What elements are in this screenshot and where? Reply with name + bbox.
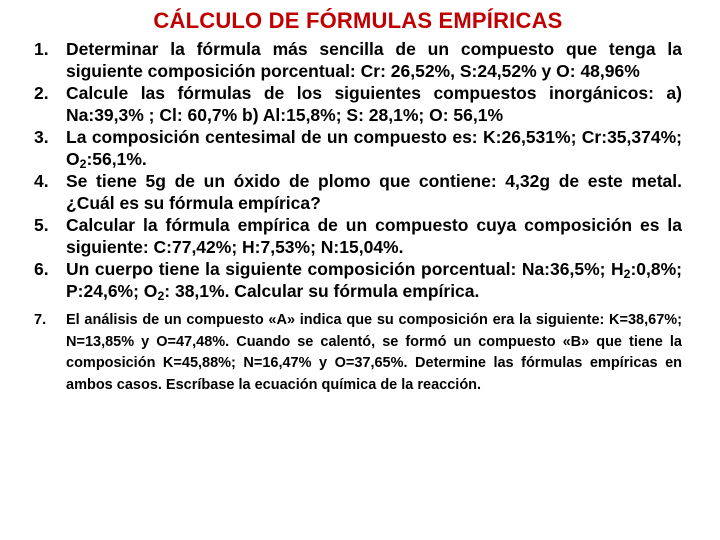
item-text: El análisis de un compuesto «A» indica que su composición era la siguiente: K=38,67%; N=13,85% y O=47,48%. Cuando se calentó, se formó un compuesto «B» que tiene la composición K=45,88%; N=16,47% y O=37,65%. Determine las fórmulas empíricas en ambos casos. Escríbase la ecuación química de la reacción. bbox=[66, 312, 682, 393]
item-number: 5. bbox=[34, 215, 49, 235]
list-item bbox=[34, 126, 682, 170]
item-number: 2. bbox=[34, 83, 49, 103]
item-text: Calcular la fórmula empírica de un compuesto cuya composición es la siguiente: C:77,42%; H:7,53%; N:15,04%. bbox=[66, 215, 682, 257]
exercise-list bbox=[34, 38, 682, 396]
list-item bbox=[34, 170, 682, 214]
item-number: 7. bbox=[34, 312, 47, 328]
item-number: 4. bbox=[34, 171, 49, 191]
item-number: 6. bbox=[34, 259, 49, 279]
list-item bbox=[34, 38, 682, 82]
list-item bbox=[34, 310, 682, 396]
item-text: Calcule las fórmulas de los siguientes compuestos inorgánicos: a) Na:39,3% ; Cl: 60,7% b) Al:15,8%; S: 28,1%; O: 56,1% bbox=[66, 83, 682, 125]
item-text: Determinar la fórmula más sencilla de un compuesto que tenga la siguiente composición porcentual: Cr: 26,52%, S:24,52% y O: 48,96% bbox=[66, 39, 682, 81]
item-text: Se tiene 5g de un óxido de plomo que contiene: 4,32g de este metal. ¿Cuál es su fórmula empírica? bbox=[66, 171, 682, 213]
item-number: 1. bbox=[34, 39, 49, 59]
item-text: La composición centesimal de un compuesto es: K:26,531%; Cr:35,374%; $O_2:56,1\%$. bbox=[66, 127, 682, 172]
list-item bbox=[34, 82, 682, 126]
list-item bbox=[34, 258, 682, 302]
list-item bbox=[34, 214, 682, 258]
page-title: CÁLCULO DE FÓRMULAS EMPÍRICAS bbox=[153, 8, 563, 33]
item-number: 3. bbox=[34, 127, 49, 147]
item-text: Un cuerpo tiene la siguiente composición porcentual: Na:36,5%; $H_2:0,8\%$; P:24,6%; $O_2$: 38,1%. Calcular su fórmula empírica. bbox=[66, 259, 682, 304]
